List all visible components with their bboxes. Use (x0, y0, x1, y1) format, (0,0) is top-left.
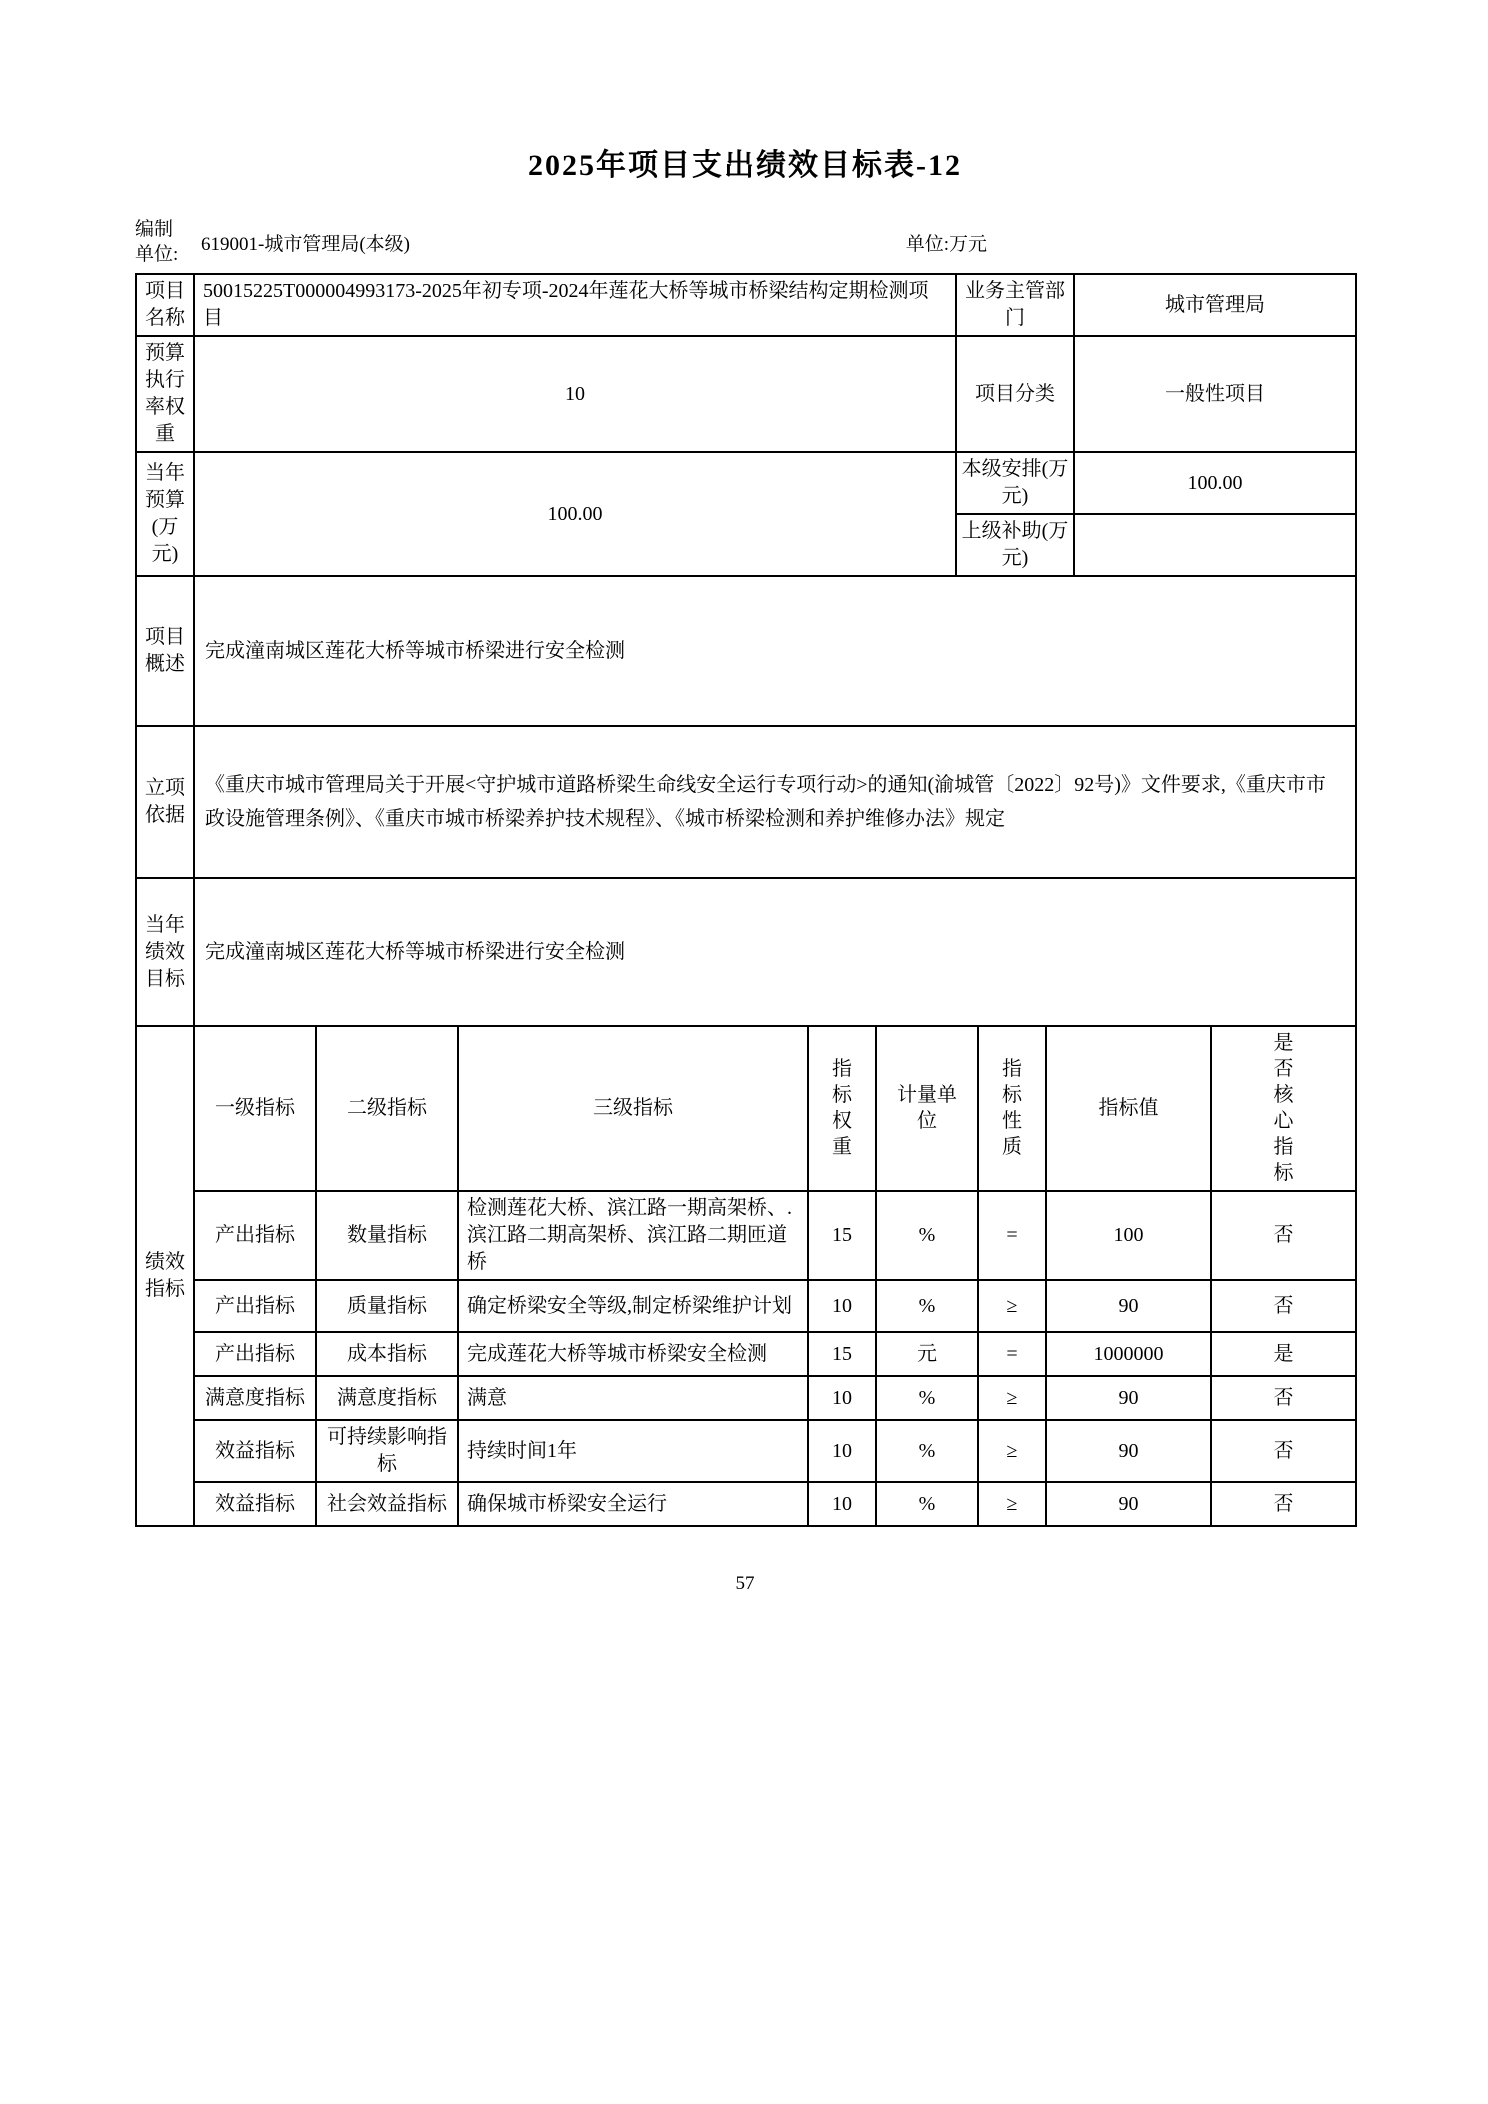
header-weight (808, 1026, 876, 1191)
basis-value: 《重庆市城市管理局关于开展<守护城市道路桥梁生命线安全运行专项行动>的通知(渝城管〔2022〕92号)》文件要求,《重庆市市政设施管理条例》、《重庆市城市桥梁养护技术规程》、《城市桥梁检测和养护维修办法》规定 (194, 726, 1356, 878)
indicator-core: 否 (1211, 1191, 1356, 1280)
overview-label: 项目概述 (136, 576, 194, 726)
annual-budget-label: 当年预算(万元) (136, 452, 194, 576)
indicator-level3: 满意 (458, 1376, 808, 1420)
header-unit-text: 计量单位 (897, 1084, 957, 1133)
indicator-nature: ≥ (978, 1420, 1046, 1482)
indicator-value: 100 (1046, 1191, 1211, 1280)
indicator-unit: % (876, 1191, 978, 1280)
indicator-level3: 持续时间1年 (458, 1420, 808, 1482)
indicator-core: 否 (1211, 1420, 1356, 1482)
indicator-row (136, 1280, 1356, 1332)
local-arrangement-value: 100.00 (1074, 452, 1356, 514)
superior-subsidy-label: 上级补助(万元) (956, 514, 1074, 576)
indicator-level2: 质量指标 (316, 1280, 458, 1332)
indicator-value: 90 (1046, 1482, 1211, 1526)
indicator-level3: 确保城市桥梁安全运行 (458, 1482, 808, 1526)
indicator-level3: 确定桥梁安全等级,制定桥梁维护计划 (458, 1280, 808, 1332)
header-unit (876, 1026, 978, 1191)
project-name-label: 项目名称 (136, 274, 194, 336)
overview-value: 完成潼南城区莲花大桥等城市桥梁进行安全检测 (194, 576, 1356, 726)
project-name-row (136, 274, 1356, 336)
indicator-level3: 完成莲花大桥等城市桥梁安全检测 (458, 1332, 808, 1376)
header-level3: 三级指标 (458, 1026, 808, 1191)
indicator-value: 90 (1046, 1420, 1211, 1482)
overview-row (136, 576, 1356, 726)
indicator-unit: % (876, 1482, 978, 1526)
indicator-level2: 社会效益指标 (316, 1482, 458, 1526)
annual-target-row (136, 878, 1356, 1026)
project-description-table (135, 575, 1357, 1027)
indicator-row (136, 1420, 1356, 1482)
indicator-unit: 元 (876, 1332, 978, 1376)
budget-weight-value: 10 (194, 336, 956, 452)
indicator-row (136, 1482, 1356, 1526)
indicator-row (136, 1376, 1356, 1420)
dept-label: 业务主管部门 (956, 274, 1074, 336)
indicator-core: 否 (1211, 1376, 1356, 1420)
basis-label: 立项依据 (136, 726, 194, 878)
indicator-header-row (136, 1026, 1356, 1191)
indicator-level1: 产出指标 (194, 1191, 316, 1280)
project-name-value: 50015225T000004993173-2025年初专项-2024年莲花大桥等城市桥梁结构定期检测项目 (194, 274, 956, 336)
header-nature-text: 指标性质 (1002, 1058, 1022, 1159)
annual-target-value: 完成潼南城区莲花大桥等城市桥梁进行安全检测 (194, 878, 1356, 1026)
indicator-level2: 满意度指标 (316, 1376, 458, 1420)
indicator-weight: 10 (808, 1482, 876, 1526)
indicator-level3: 检测莲花大桥、滨江路一期高架桥、.滨江路二期高架桥、滨江路二期匝道桥 (458, 1191, 808, 1280)
header-value: 指标值 (1046, 1026, 1211, 1191)
category-value: 一般性项目 (1074, 336, 1356, 452)
superior-subsidy-value (1074, 514, 1356, 576)
indicators-section-label: 绩效指标 (136, 1026, 194, 1526)
indicator-core: 否 (1211, 1482, 1356, 1526)
header-core (1211, 1026, 1356, 1191)
indicator-level2: 可持续影响指标 (316, 1420, 458, 1482)
indicator-nature: ≥ (978, 1376, 1046, 1420)
performance-indicators-table (135, 1025, 1357, 1527)
indicator-value: 90 (1046, 1376, 1211, 1420)
indicator-value: 90 (1046, 1280, 1211, 1332)
header-nature (978, 1026, 1046, 1191)
indicator-weight: 10 (808, 1280, 876, 1332)
indicator-nature: ≥ (978, 1482, 1046, 1526)
indicator-nature: = (978, 1332, 1046, 1376)
budget-weight-row (136, 336, 1356, 452)
indicator-nature: = (978, 1191, 1046, 1280)
header-level1: 一级指标 (194, 1026, 316, 1191)
indicator-core: 是 (1211, 1332, 1356, 1376)
indicator-core: 否 (1211, 1280, 1356, 1332)
meta-row (135, 218, 1355, 267)
indicator-level1: 效益指标 (194, 1482, 316, 1526)
annual-target-label: 当年绩效目标 (136, 878, 194, 1026)
project-info-table (135, 273, 1357, 577)
indicator-value: 1000000 (1046, 1332, 1211, 1376)
indicator-row (136, 1332, 1356, 1376)
indicator-unit: % (876, 1420, 978, 1482)
header-weight-text: 指标权重 (832, 1058, 852, 1159)
category-label: 项目分类 (956, 336, 1074, 452)
indicator-level2: 成本指标 (316, 1332, 458, 1376)
basis-row (136, 726, 1356, 878)
indicator-unit: % (876, 1376, 978, 1420)
indicator-weight: 10 (808, 1376, 876, 1420)
compiling-unit-label: 编制单位: (135, 219, 179, 265)
indicator-weight: 10 (808, 1420, 876, 1482)
indicator-level1: 满意度指标 (194, 1376, 316, 1420)
annual-budget-row (136, 452, 1356, 514)
indicator-level2: 数量指标 (316, 1191, 458, 1280)
local-arrangement-label: 本级安排(万元) (956, 452, 1074, 514)
page-title: 2025年项目支出绩效目标表-12 (528, 149, 962, 182)
indicator-level1: 产出指标 (194, 1280, 316, 1332)
header-level2: 二级指标 (316, 1026, 458, 1191)
indicator-level1: 效益指标 (194, 1420, 316, 1482)
indicator-unit: % (876, 1280, 978, 1332)
indicator-nature: ≥ (978, 1280, 1046, 1332)
header-core-text: 是否核心指标 (1273, 1032, 1294, 1185)
indicator-row (136, 1191, 1356, 1280)
currency-unit-note: 单位:万元 (905, 234, 987, 256)
indicator-level1: 产出指标 (194, 1332, 316, 1376)
indicator-weight: 15 (808, 1332, 876, 1376)
annual-budget-value: 100.00 (194, 452, 956, 576)
indicator-weight: 15 (808, 1191, 876, 1280)
dept-value: 城市管理局 (1074, 274, 1356, 336)
budget-weight-label: 预算执行率权重 (136, 336, 194, 452)
page-number: 57 (735, 1573, 755, 1595)
compiling-unit-value: 619001-城市管理局(本级) (201, 234, 410, 256)
